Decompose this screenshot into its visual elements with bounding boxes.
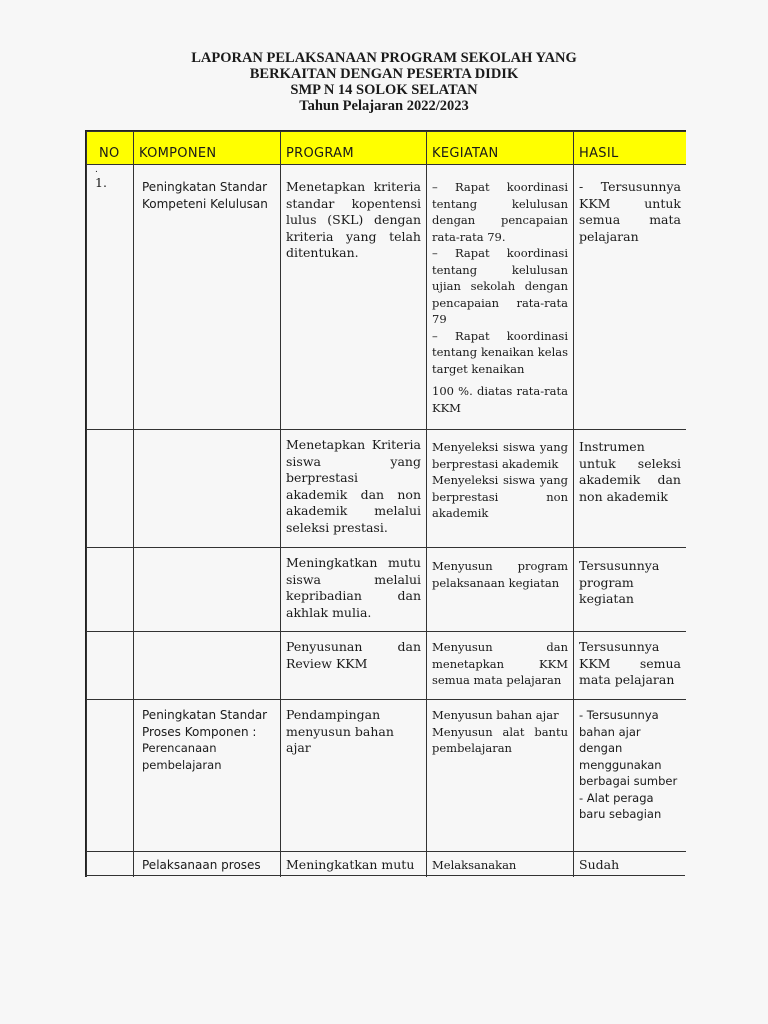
title-line-3: SMP N 14 SOLOK SELATAN — [290, 82, 478, 98]
hasil-item: - Alat peraga baru sebagian — [579, 790, 662, 821]
cell-program: Menetapkan kriteria standar kopentensi lulus (SKL) dengan kriteria yang telah ditentukan. — [281, 165, 427, 430]
cell-hasil: Tersusunnya program kegiatan — [574, 548, 687, 632]
table-row — [87, 632, 687, 700]
cell-program: Menetapkan Kriteria siswa yang berprestasi akademik dan non akademik melalui seleksi prestasi. — [281, 430, 427, 548]
cell-komponen: Peningkatan Standar Kompeteni Kelulusan — [134, 165, 281, 430]
cell-hasil: Sudah — [574, 852, 687, 878]
report-title — [0, 50, 768, 114]
cell-no — [87, 430, 134, 548]
cell-no — [87, 165, 134, 430]
title-line-1: LAPORAN PELAKSANAAN PROGRAM SEKOLAH YANG — [191, 50, 577, 66]
cell-no-dot: . — [95, 165, 98, 175]
header-no: NO — [87, 132, 134, 165]
kegiatan-item: 100 %. diatas rata-rata KKM — [432, 384, 568, 415]
title-line-2: BERKAITAN DENGAN PESERTA DIDIK — [249, 66, 519, 82]
cell-program: Pendampingan menyusun bahan ajar — [281, 700, 427, 852]
table-row — [87, 700, 687, 852]
kegiatan-item: Menyusun program pelaksanaan kegiatan — [432, 559, 568, 590]
cell-no — [87, 548, 134, 632]
table-row — [87, 165, 687, 430]
cell-kegiatan — [427, 700, 574, 852]
komponen-subtitle: Perencanaan pembelajaran — [142, 741, 222, 772]
report-table — [85, 130, 686, 877]
komponen-title: Peningkatan Standar Proses Komponen : — [142, 708, 268, 739]
cell-komponen: Pelaksanaan proses — [134, 852, 281, 878]
table-row — [87, 548, 687, 632]
kegiatan-item: – Rapat koordinasi tentang kelulusan ujian sekolah dengan pencapaian rata-rata 79 — [432, 246, 568, 326]
cell-no-value: 1. — [95, 175, 107, 190]
cell-no — [87, 700, 134, 852]
kegiatan-item: Menyusun alat bantu pembelajaran — [432, 724, 568, 755]
kegiatan-item: – Rapat koordinasi tentang kelulusan dengan pencapaian rata-rata 79. — [432, 180, 568, 244]
cell-program: Penyusunan dan Review KKM — [281, 632, 427, 700]
cell-hasil: Instrumen untuk seleksi akademik dan non akademik — [574, 430, 687, 548]
cell-komponen — [134, 700, 281, 852]
header-hasil: HASIL — [574, 132, 687, 165]
kegiatan-item: Menyusun dan menetapkan KKM semua mata pelajaran — [432, 640, 568, 687]
title-line-4: Tahun Pelajaran 2022/2023 — [299, 98, 469, 114]
cell-komponen — [134, 548, 281, 632]
cell-kegiatan — [427, 165, 574, 430]
kegiatan-item: Menyeleksi siswa yang berprestasi non akademik — [432, 473, 568, 520]
table-bottom-border — [85, 875, 685, 876]
cell-hasil: - Tersusunnya KKM untuk semua mata pelajaran — [574, 165, 687, 430]
cell-no — [87, 852, 134, 878]
cell-kegiatan — [427, 632, 574, 700]
kegiatan-item: – Rapat koordinasi tentang kenaikan kelas target kenaikan — [432, 328, 568, 376]
table-row — [87, 852, 687, 878]
kegiatan-item: Menyeleksi siswa yang berprestasi akademik — [432, 440, 568, 471]
cell-kegiatan — [427, 430, 574, 548]
table-row — [87, 430, 687, 548]
kegiatan-item: Melaksanakan — [432, 858, 517, 872]
cell-program: Meningkatkan mutu siswa melalui kepribadian dan akhlak mulia. — [281, 548, 427, 632]
table-header-row — [87, 132, 687, 165]
cell-hasil — [574, 700, 687, 852]
cell-komponen — [134, 632, 281, 700]
hasil-item: - Tersusunnya bahan ajar dengan menggunakan berbagai sumber — [579, 708, 678, 788]
cell-no — [87, 632, 134, 700]
cell-program: Meningkatkan mutu — [281, 852, 427, 878]
header-program: PROGRAM — [281, 132, 427, 165]
cell-kegiatan — [427, 548, 574, 632]
header-kegiatan: KEGIATAN — [427, 132, 574, 165]
cell-kegiatan — [427, 852, 574, 878]
cell-komponen — [134, 430, 281, 548]
header-komponen: KOMPONEN — [134, 132, 281, 165]
kegiatan-item: Menyusun bahan ajar — [432, 708, 559, 722]
cell-hasil: Tersusunnya KKM semua mata pelajaran — [574, 632, 687, 700]
